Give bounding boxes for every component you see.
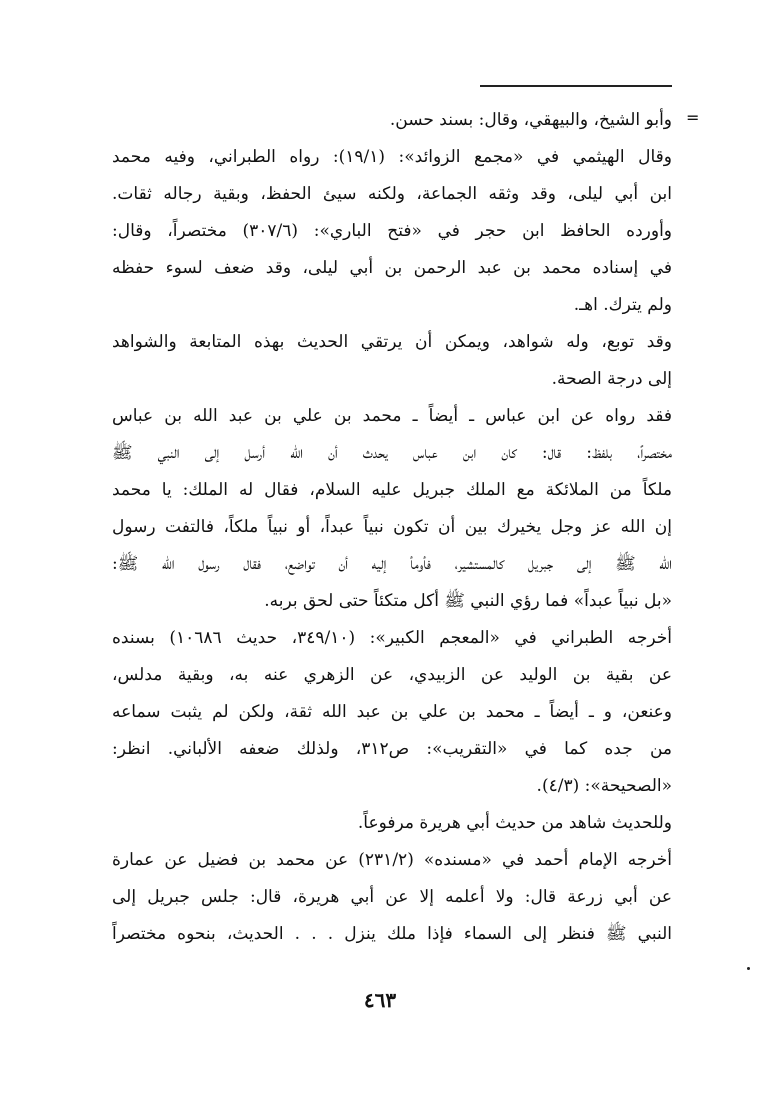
text-line: مختصراً، بلفظ: قال: كان ابن عباس يحدث أن الله أرسل إلى النبي ﷺ: [112, 443, 672, 463]
text-line: الله ﷺ إلى جبريل كالمستشير، فأومأ إليه أن تواضع، فقال رسول الله ﷺ:: [112, 554, 672, 574]
text-line: عن أبي زرعة قال: ولا أعلمه إلا عن أبي هريرة، قال: جلس جبريل إلى: [112, 887, 672, 907]
text-line: أخرجه الإمام أحمد في «مسنده» (٢٣١/٢) عن محمد بن فضيل عن عمارة: [112, 850, 672, 870]
continuation-mark: =: [686, 108, 700, 127]
text-line: النبي ﷺ فنظر إلى السماء فإذا ملك ينزل . . . الحديث، بنحوه مختصراً: [112, 924, 672, 944]
text-line: ولم يترك. اهـ.: [573, 295, 672, 315]
text-line: من جده كما في «التقريب»: ص٣١٢، ولذلك ضعفه الألباني. انظر:: [112, 739, 672, 759]
text-line: ابن أبي ليلى، وقد وثقه الجماعة، ولكنه سيئ الحفظ، وبقية رجاله ثقات.: [112, 184, 672, 204]
footnote-text: [112, 102, 672, 953]
text-line: «بل نبياً عبداً» فما رؤي النبي ﷺ أكل متكئاً حتى لحق بربه.: [264, 591, 672, 611]
text-line: وللحديث شاهد من حديث أبي هريرة مرفوعاً.: [357, 813, 672, 833]
footnote-separator-rule: [480, 85, 672, 87]
text-line: فقد رواه عن ابن عباس ـ أيضاً ـ محمد بن علي بن عبد الله بن عباس: [112, 406, 672, 426]
text-line: أخرجه الطبراني في «المعجم الكبير»: (٣٤٩/١٠، حديث ١٠٦٨٦) بسنده: [112, 628, 672, 648]
margin-dot: [747, 967, 750, 970]
text-line: إن الله عز وجل يخيرك بين أن تكون نبياً عبداً، أو نبياً ملكاً، فالتفت رسول: [112, 517, 672, 537]
text-line: في إسناده محمد بن عبد الرحمن بن أبي ليلى، وقد ضعف لسوء حفظه: [112, 258, 672, 278]
text-line: وقال الهيثمي في «مجمع الزوائد»: (١٩/١): رواه الطبراني، وفيه محمد: [112, 147, 672, 167]
text-line: إلى درجة الصحة.: [551, 369, 672, 389]
text-line: ملكاً من الملائكة مع الملك جبريل عليه السلام، فقال له الملك: يا محمد: [112, 480, 672, 500]
text-line: عن بقية بن الوليد عن الزبيدي، عن الزهري عنه به، وبقية مدلس،: [112, 665, 672, 685]
page-number: ٤٦٣: [363, 988, 397, 1012]
text-line: وقد توبع، وله شواهد، ويمكن أن يرتقي الحديث بهذه المتابعة والشواهد: [112, 332, 672, 352]
text-line: «الصحيحة»: (٤/٣).: [536, 776, 672, 796]
text-line: وأورده الحافظ ابن حجر في «فتح الباري»: (٣٠٧/٦) مختصراً، وقال:: [112, 221, 672, 241]
text-line: وأبو الشيخ، والبيهقي، وقال: بسند حسن.: [389, 110, 672, 130]
text-line: وعنعن، و ـ أيضاً ـ محمد بن علي بن عبد الله ثقة، ولكن لم يثبت سماعه: [112, 702, 672, 722]
